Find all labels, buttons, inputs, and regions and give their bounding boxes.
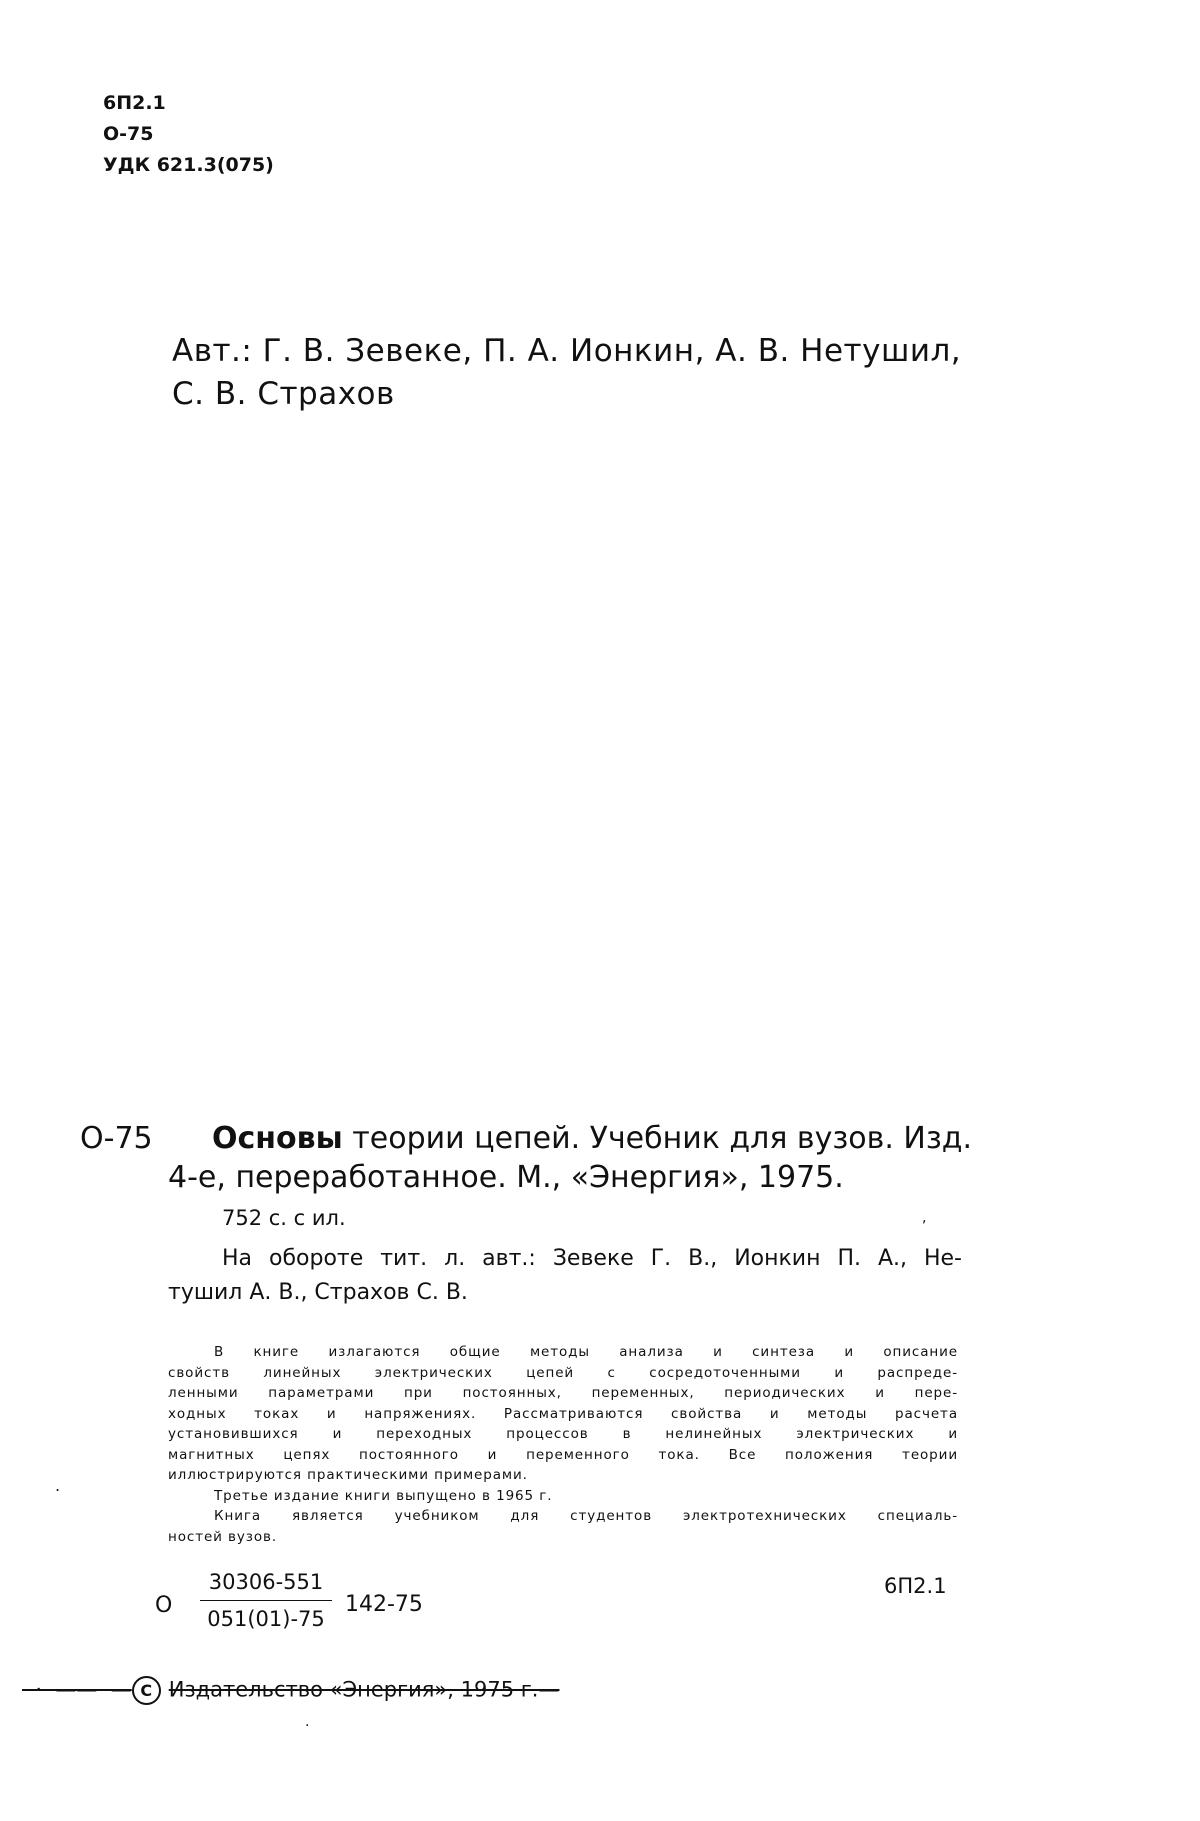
page-count: 752 с. с ил. bbox=[222, 1206, 346, 1230]
copyright-dash-end: — bbox=[538, 1677, 560, 1702]
abstract-line: магнитных цепях постоянного и переменного тока. Все положения теории bbox=[168, 1446, 958, 1463]
bbk-code: 6П2.1 bbox=[103, 92, 166, 114]
index-numerator: 30306-551 bbox=[200, 1570, 332, 1601]
audience-line-1: Книга является учебником для студентов электротехнических специаль- bbox=[214, 1508, 958, 1524]
entry-code: О-75 bbox=[80, 1121, 153, 1156]
stray-dot: . bbox=[55, 1476, 61, 1495]
authors-line-1: Авт.: Г. В. Зевеке, П. А. Ионкин, А. В. Нетушил, bbox=[172, 333, 962, 369]
author-mark: О-75 bbox=[103, 123, 154, 145]
copyright-text: Издательство «Энергия», 1975 г. bbox=[168, 1677, 539, 1702]
index-prefix: О bbox=[155, 1593, 173, 1618]
authors-line-2: С. В. Страхов bbox=[172, 376, 395, 412]
verso-note-line-2: тушил А. В., Страхов С. В. bbox=[168, 1280, 468, 1305]
index-denominator: 051(01)-75 bbox=[207, 1607, 325, 1631]
stray-mark-bottom: · bbox=[305, 1718, 310, 1734]
stray-mark: , bbox=[922, 1210, 927, 1226]
audience-line-2: ностей вузов. bbox=[168, 1528, 278, 1545]
entry-title-bold: Основы bbox=[212, 1121, 343, 1156]
entry-title-line-2: 4-е, переработанное. М., «Энергия», 1975. bbox=[168, 1160, 844, 1195]
udk-code: УДК 621.3(075) bbox=[103, 154, 274, 176]
abstract-line: свойств линейных электрических цепей с сосредоточенными и распреде- bbox=[168, 1364, 958, 1381]
copyright-icon: С bbox=[132, 1676, 161, 1705]
copyright-dashes: · —— — bbox=[22, 1677, 132, 1702]
entry-title-line-1 bbox=[212, 1121, 972, 1156]
classification-codes bbox=[103, 88, 274, 181]
copyright-line bbox=[22, 1676, 559, 1705]
authors-block bbox=[172, 330, 961, 416]
abstract-line: ходных токах и напряжениях. Рассматриваются свойства и методы расчета bbox=[168, 1405, 958, 1422]
index-fraction bbox=[200, 1570, 332, 1631]
index-suffix: 142-75 bbox=[345, 1592, 423, 1617]
edition-note: Третье издание книги выпущено в 1965 г. bbox=[214, 1487, 553, 1504]
abstract-last-line: иллюстрируются практическими примерами. bbox=[168, 1467, 528, 1483]
entry-title-rest: теории цепей. Учебник для вузов. Изд. bbox=[342, 1121, 973, 1156]
verso-note-line-1: На обороте тит. л. авт.: Зевеке Г. В., Ионкин П. А., Не- bbox=[222, 1246, 962, 1271]
abstract-line: В книге излагаются общие методы анализа и синтеза и описание bbox=[214, 1344, 958, 1360]
verso-note bbox=[168, 1242, 962, 1310]
class-code-right: 6П2.1 bbox=[884, 1574, 947, 1598]
abstract-line: установившихся и переходных процессов в нелинейных электрических и bbox=[168, 1426, 958, 1442]
abstract bbox=[168, 1342, 958, 1547]
abstract-line: ленными параметрами при постоянных, переменных, периодических и пере- bbox=[168, 1385, 958, 1401]
